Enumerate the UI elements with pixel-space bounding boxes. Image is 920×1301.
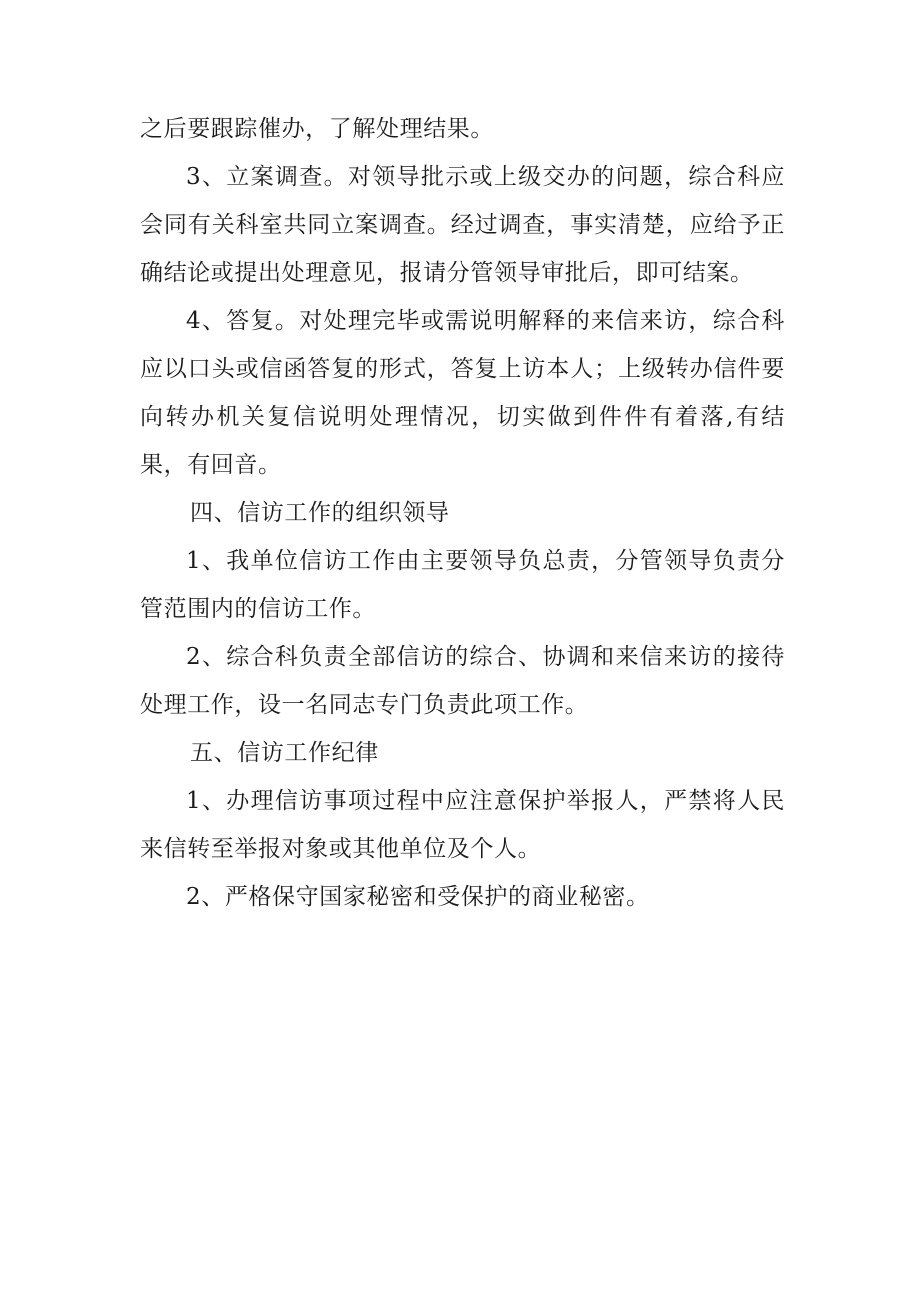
paragraph-item-4-reply: 4、答复。对处理完毕或需说明解释的来信来访，综合科应以口头或信函答复的形式，答复上访本人；上级转办信件要向转办机关复信说明处理情况，切实做到件件有着落,有结果，有回音。 xyxy=(140,308,785,478)
paragraph-item-3-investigation: 3、立案调查。对领导批示或上级交办的问题，综合科应会同有关科室共同立案调查。经过调查，事实清楚，应给予正确结论或提出处理意见，报请分管领导审批后，即可结案。 xyxy=(140,164,785,286)
paragraph-continuation: 之后要跟踪催办，了解处理结果。 xyxy=(140,116,494,142)
paragraph-org-item-1: 1、我单位信访工作由主要领导负总责，分管领导负责分管范围内的信访工作。 xyxy=(140,548,785,622)
paragraph-discipline-item-1: 1、办理信访事项过程中应注意保护举报人，严禁将人民来信转至举报对象或其他单位及个人。 xyxy=(140,788,785,862)
paragraph-discipline-item-2: 2、严格保守国家秘密和受保护的商业秘密。 xyxy=(186,884,650,910)
section-heading-discipline: 五、信访工作纪律 xyxy=(190,740,379,766)
document-body xyxy=(140,105,785,921)
paragraph-org-item-2: 2、综合科负责全部信访的综合、协调和来信来访的接待处理工作，设一名同志专门负责此项工作。 xyxy=(140,644,785,718)
section-heading-organization: 四、信访工作的组织领导 xyxy=(190,500,450,526)
